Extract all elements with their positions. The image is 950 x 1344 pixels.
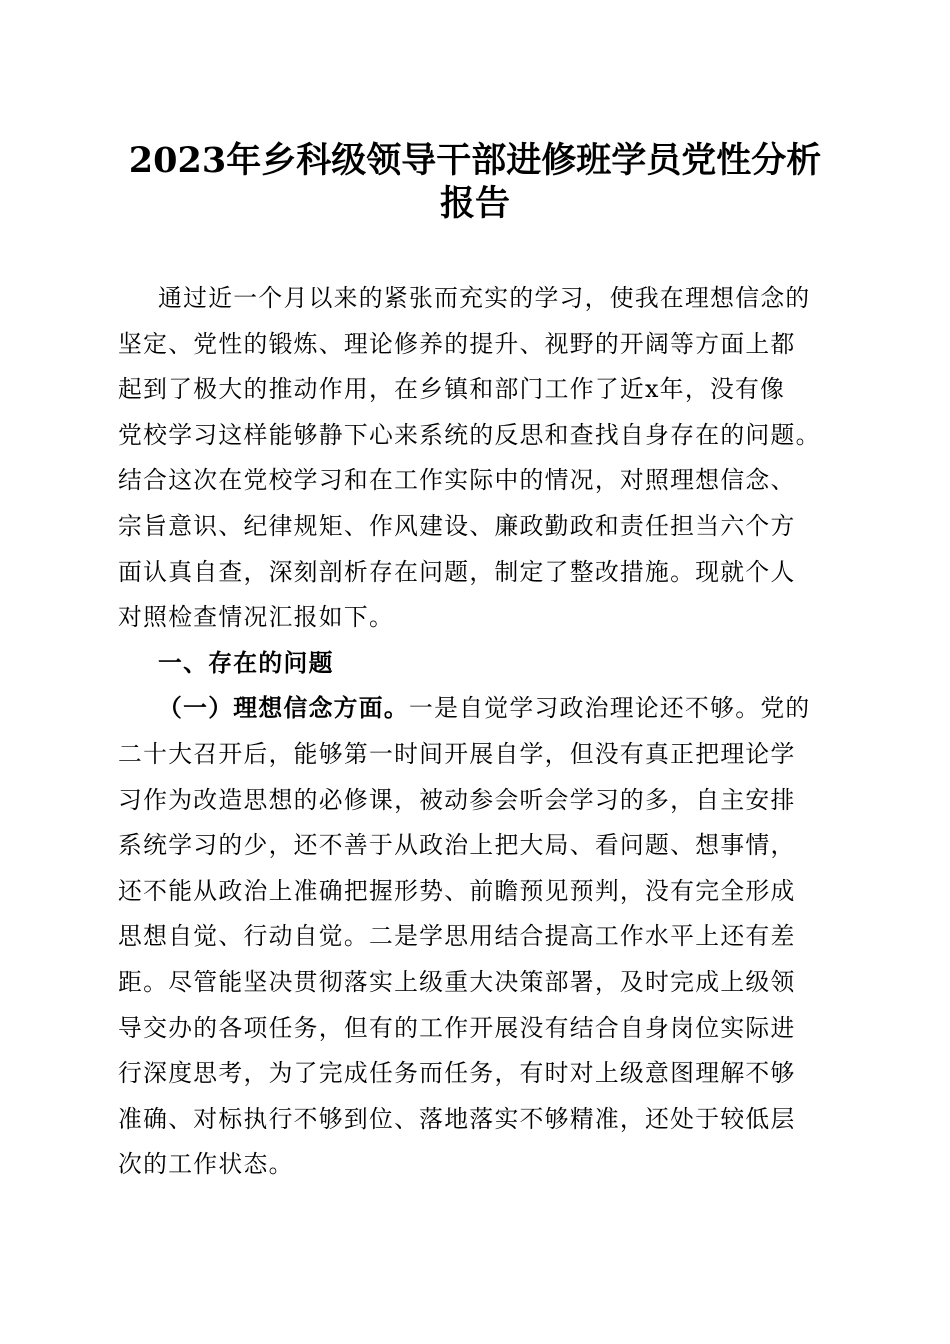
paragraph-line: 习作为改造思想的必修课，被动参会听会学习的多，自主安排 bbox=[118, 785, 796, 814]
paragraph-line: 党校学习这样能够静下心来系统的反思和查找自身存在的问题。 bbox=[118, 420, 821, 449]
section-heading: 一、存在的问题 bbox=[158, 648, 334, 677]
paragraph-line: 思想自觉、行动自觉。二是学思用结合提高工作水平上还有差 bbox=[118, 922, 796, 951]
paragraph-line: 次的工作状态。 bbox=[118, 1150, 294, 1179]
paragraph-line: 距。尽管能坚决贯彻落实上级重大决策部署，及时完成上级领 bbox=[118, 967, 796, 996]
paragraph-line: 坚定、党性的锻炼、理论修养的提升、视野的开阔等方面上都 bbox=[118, 329, 796, 358]
document-body bbox=[118, 276, 830, 1188]
paragraph-line: 系统学习的少，还不善于从政治上把大局、看问题、想事情， bbox=[118, 831, 796, 860]
paragraph-line: 宗旨意识、纪律规矩、作风建设、廉政勤政和责任担当六个方 bbox=[118, 511, 796, 540]
subsection-label: （一）理想信念方面。 bbox=[158, 694, 409, 723]
paragraph-line: 通过近一个月以来的紧张而充实的学习，使我在理想信念的 bbox=[158, 284, 811, 312]
document-title-line1: 2023年乡科级领导干部进修班学员党性分析 bbox=[128, 140, 822, 181]
paragraph-line: 导交办的各项任务，但有的工作开展没有结合自身岗位实际进 bbox=[118, 1013, 796, 1042]
subsection-first-text: 一是自觉学习政治理论还不够。党的 bbox=[408, 694, 811, 723]
paragraph-line: 对照检查情况汇报如下。 bbox=[118, 603, 395, 632]
paragraph-line: 结合这次在党校学习和在工作实际中的情况，对照理想信念、 bbox=[118, 466, 796, 495]
paragraph-line: 起到了极大的推动作用，在乡镇和部门工作了近x年，没有像 bbox=[118, 375, 786, 404]
subsection-first-line bbox=[118, 686, 830, 732]
paragraph-line: 二十大召开后，能够第一时间开展自学，但没有真正把理论学 bbox=[118, 739, 796, 768]
paragraph-line: 行深度思考，为了完成任务而任务，有时对上级意图理解不够 bbox=[118, 1059, 796, 1088]
paragraph-line: 准确、对标执行不够到位、落地落实不够精准，还处于较低层 bbox=[118, 1104, 796, 1133]
paragraph-line: 面认真自查，深刻剖析存在问题，制定了整改措施。现就个人 bbox=[118, 557, 796, 586]
document-title-line2: 报告 bbox=[439, 183, 510, 224]
paragraph-line: 还不能从政治上准确把握形势、前瞻预见预判，没有完全形成 bbox=[118, 876, 796, 905]
